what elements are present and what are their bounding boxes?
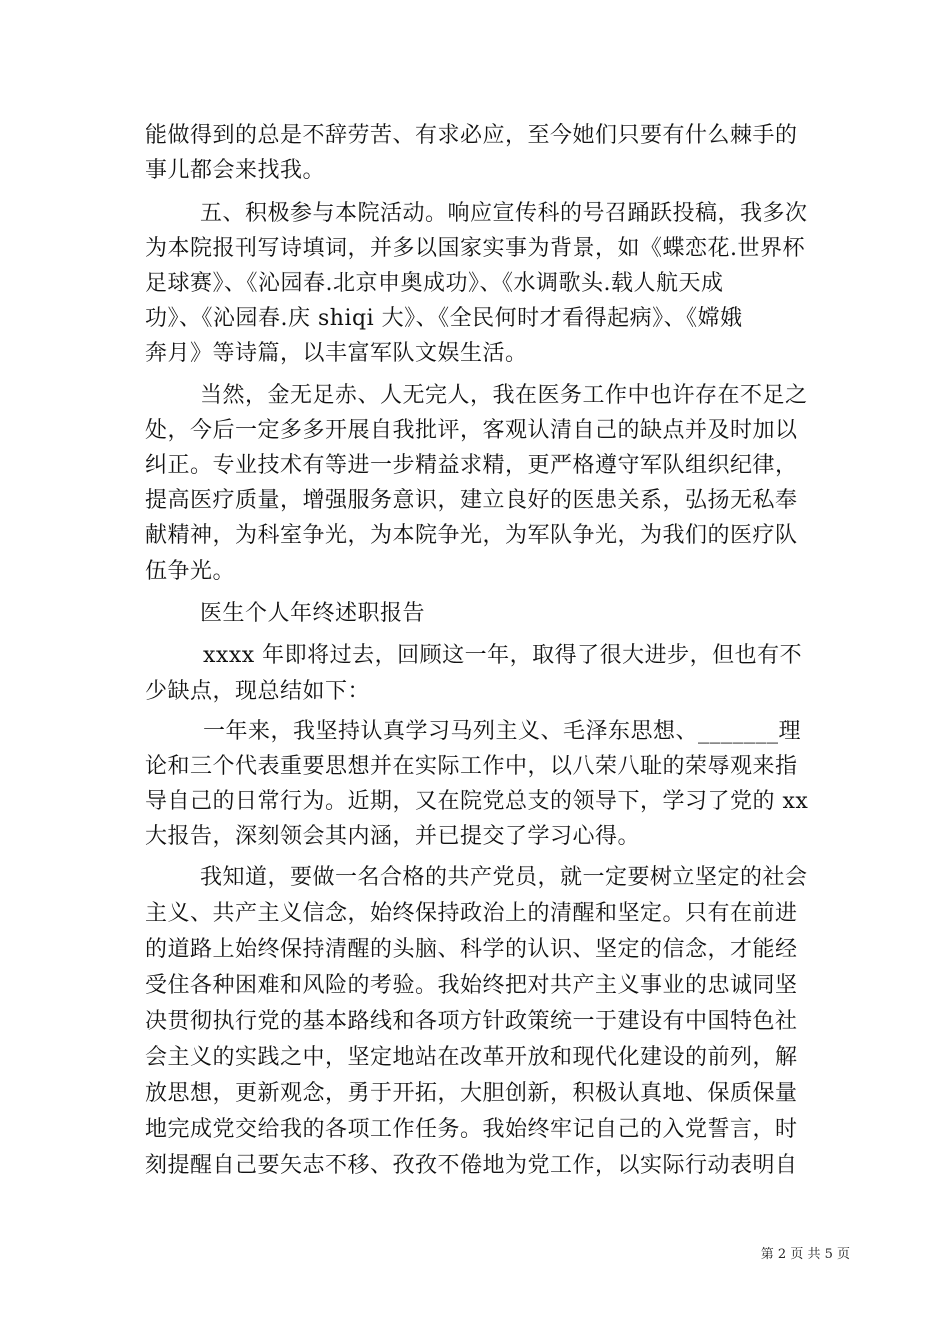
text-line: 伍争光。 <box>145 559 236 584</box>
text-line: 献精神，为科室争光，为本院争光，为军队争光，为我们的医疗队 <box>145 523 798 548</box>
text-line: 能做得到的总是不辞劳苦、有求必应，至今她们只要有什么棘手的 <box>145 123 798 148</box>
page-number: 第 2 页 共 5 页 <box>760 1247 850 1262</box>
text-line: 决贯彻执行党的基本路线和各项方针政策统一于建设有中国特色社 <box>145 1009 798 1034</box>
text-line: 论和三个代表重要思想并在实际工作中，以八荣八耻的荣辱观来指 <box>145 754 798 779</box>
text-line: 提高医疗质量，增强服务意识，建立良好的医患关系，弘扬无私奉 <box>145 488 798 513</box>
text-line: 大报告，深刻领会其内涵，并已提交了学习心得。 <box>145 824 641 849</box>
text-line: 足球赛》、《沁园春.北京申奥成功》、《水调歌头.载人航天成 <box>145 271 724 296</box>
text-line: 主义、共产主义信念，始终保持政治上的清醒和坚定。只有在前进 <box>145 901 798 926</box>
text-line: 少缺点，现总结如下： <box>145 679 371 704</box>
text-line: 一年来，我坚持认真学习马列主义、毛泽东思想、_______理 <box>203 719 802 744</box>
text-line: 受住各种困难和风险的考验。我始终把对共产主义事业的忠诚同坚 <box>145 973 798 998</box>
text-line: xxxx 年即将过去，回顾这一年，取得了很大进步，但也有不 <box>203 643 803 668</box>
text-line: 导自己的日常行为。近期，又在院党总支的领导下，学习了党的 xx <box>145 789 809 814</box>
text-line: 当然，金无足赤、人无完人，我在医务工作中也许存在不足之 <box>200 383 808 408</box>
text-line: 奔月》等诗篇，以丰富军队文娱生活。 <box>145 341 528 366</box>
text-line: 纠正。专业技术有等进一步精益求精，更严格遵守军队组织纪律， <box>145 453 798 478</box>
text-line: 功》、《沁园春.庆 shiqi 大》、《全民何时才看得起病》、《嫦娥 <box>145 306 743 331</box>
text-line: 会主义的实践之中，坚定地站在改革开放和现代化建设的前列，解 <box>145 1045 798 1070</box>
text-line: 处，今后一定多多开展自我批评，客观认清自己的缺点并及时加以 <box>145 418 798 443</box>
text-line: 我知道，要做一名合格的共产党员，就一定要树立坚定的社会 <box>200 865 808 890</box>
text-line: 五、积极参与本院活动。响应宣传科的号召踊跃投稿，我多次 <box>200 201 808 226</box>
text-line: 为本院报刊写诗填词，并多以国家实事为背景，如《蝶恋花.世界杯 <box>145 236 805 261</box>
text-line: 地完成党交给我的各项工作任务。我始终牢记自己的入党誓言，时 <box>145 1117 798 1142</box>
text-line: 放思想，更新观念，勇于开拓，大胆创新，积极认真地、保质保量 <box>145 1081 798 1106</box>
section-title: 医生个人年终述职报告 <box>200 601 426 626</box>
text-line: 事儿都会来找我。 <box>145 158 326 183</box>
text-line: 刻提醒自己要矢志不移、孜孜不倦地为党工作，以实际行动表明自 <box>145 1153 798 1178</box>
text-line: 的道路上始终保持清醒的头脑、科学的认识、坚定的信念，才能经 <box>145 937 798 962</box>
